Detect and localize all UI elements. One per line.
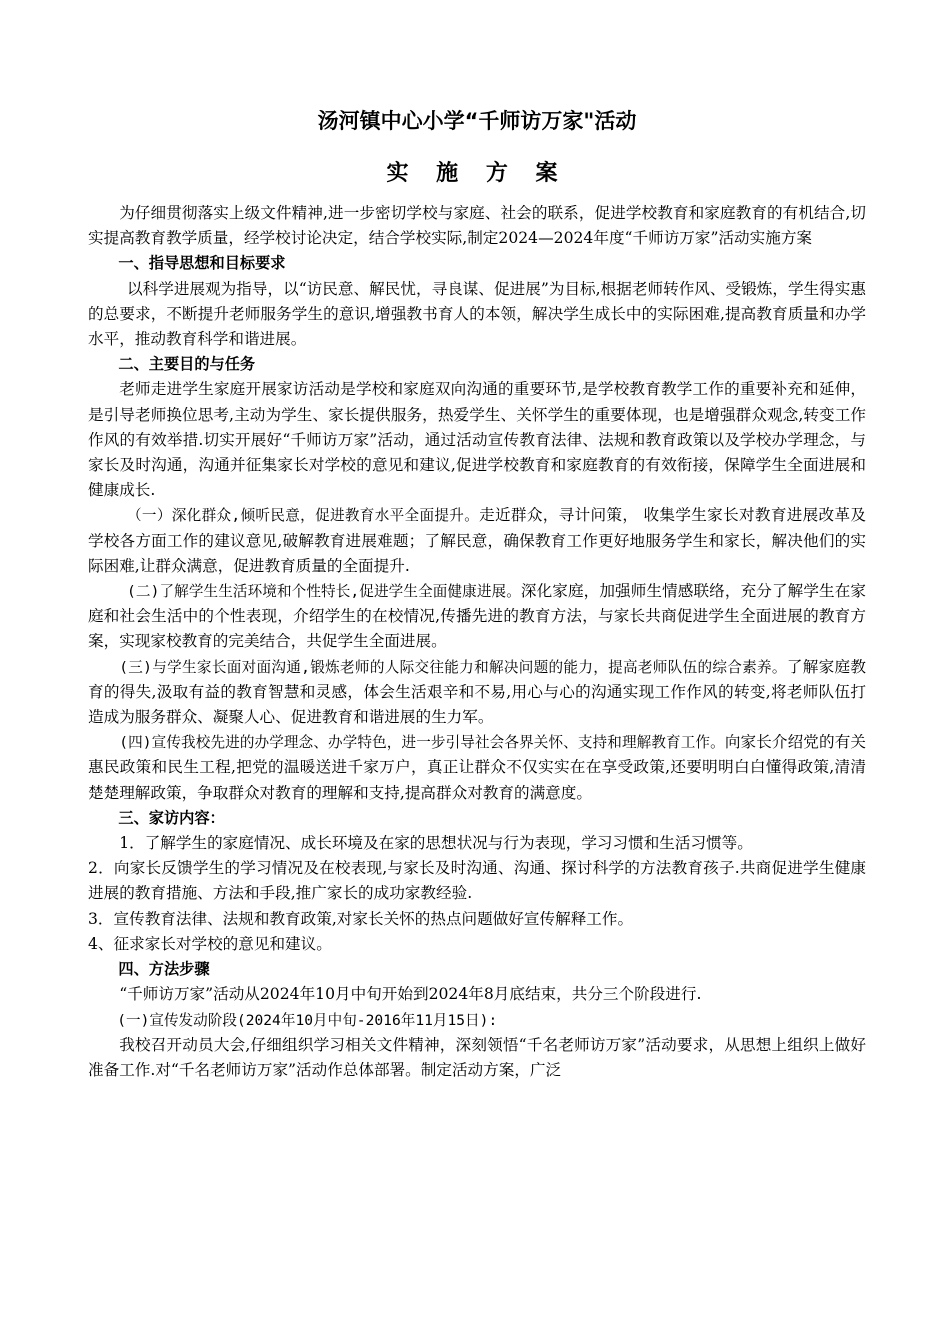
section-1-paragraph: 以科学进展观为指导，以“访民意、解民忧，寻良谋、促进展”为目标,根据老师转作风、受锻炼，学生得实惠的总要求，不断提升老师服务学生的意识,增强教书育人的本领，解决学生成长中的实际困难,提高教育质量和办学水平，推动教育科学和谐进展。 xyxy=(88,279,866,349)
section-2-item-2 xyxy=(88,579,866,655)
section-2-item-4 xyxy=(88,730,866,806)
section-3-item-1: 1．了解学生的家庭情况、成长环境及在家的思想状况与行为表现，学习习惯和生活习惯等。 xyxy=(119,834,753,853)
item-lead: (三)与学生家长面对面沟通,锻炼老师的人际交往能力和解决问题的能力，提高老师队伍的综合素养。 xyxy=(119,658,787,676)
intro-paragraph: 为仔细贯彻落实上级文件精神,进一步密切学校与家庭、社会的联系，促进学校教育和家庭教育的有机结合,切实提高教育教学质量，经学校讨论决定，结合学校实际,制定2024—2024年度“千师访万家”活动实施方案 xyxy=(88,204,866,248)
section-4-stage-1: (一)宣传发动阶段(2024年10月中旬-2016年11月15日): xyxy=(117,1011,498,1029)
section-2-item-1 xyxy=(88,503,866,579)
section-2-item-3 xyxy=(88,655,866,731)
document-title: 汤河镇中心小学“千师访万家"活动 xyxy=(317,109,637,133)
item-lead: （一）深化群众,倾听民意，促进教育水平全面提升。 xyxy=(127,507,480,525)
section-heading-2: 二、主要目的与任务 xyxy=(118,355,256,374)
section-3-item-3: 3．宣传教育法律、法规和教育政策,对家长关怀的热点问题做好宣传解释工作。 xyxy=(88,909,634,928)
document-subtitle: 实 施 方 案 xyxy=(386,161,568,186)
section-heading-4: 四、方法步骤 xyxy=(118,960,210,979)
item-lead: (四)宣传我校先进的办学理念、办学特色，进一步引导社会各界关怀、支持和理解教育工作。 xyxy=(119,734,725,752)
section-heading-3: 三、家访内容： xyxy=(118,808,225,827)
section-3-item-4: 4、征求家长对学校的意见和建议。 xyxy=(88,934,332,953)
item-text: 走近群众，寻计问策， 收集学生家长对教育进展改革及学校各方面工作的建议意见,破解教育进展难题；了解民意，确保教育工作更好地服务学生和家长，解决他们的实际困难,让群众满意，促进教育质量的全面提升. xyxy=(88,506,866,575)
document-body xyxy=(88,201,866,1083)
item-text: 向家长介绍党的有关惠民政策和民生工程,把党的温暖送进千家万户，真正让群众不仅实实在在享受政策,还要明明白白懂得政策,清清楚楚理解政策，争取群众对教育的理解和支持,提高群众对教育的满意度。 xyxy=(88,733,866,802)
item-text: 深化家庭，加强师生情感联络，充分了解学生在家庭和社会生活中的个性表现，介绍学生的在校情况,传播先进的教育方法，与家长共商促进学生全面进展的教育方案，实现家校教育的完美结合，共促学生全面进展。 xyxy=(88,582,866,651)
item-text: 了解家庭教育的得失,汲取有益的教育智慧和灵感，体会生活艰辛和不易,用心与心的沟通实现工作作风的转变,将老师队伍打造成为服务群众、凝聚人心、促进教育和谐进展的生力军。 xyxy=(88,657,866,727)
section-2-paragraph: 老师走进学生家庭开展家访活动是学校和家庭双向沟通的重要环节,是学校教育教学工作的重要补充和延伸，是引导老师换位思考,主动为学生、家长提供服务，热爱学生、关怀学生的重要体现，也是增强群众观念,转变工作作风的有效举措.切实开展好“千师访万家”活动，通过活动宣传教育法律、法规和教育政策以及学校办学理念，与家长及时沟通，沟通并征集家长对学校的意见和建议,促进学校教育和家庭教育的有效衔接，保障学生全面进展和健康成长. xyxy=(88,380,866,500)
section-4-stage-1-text: 我校召开动员大会,仔细组织学习相关文件精神，深刻领悟“千名老师访万家”活动要求，从思想上组织上做好准备工作.对“千名老师访万家”活动作总体部署。制定活动方案，广泛 xyxy=(88,1035,866,1079)
item-lead: (二)了解学生生活环境和个性特长,促进学生全面健康进展。 xyxy=(127,583,521,601)
section-3-item-2: 2．向家长反馈学生的学习情况及在校表现,与家长及时沟通、沟通、探讨科学的方法教育孩子.共商促进学生健康进展的教育措施、方法和手段,推广家长的成功家教经验. xyxy=(88,859,866,903)
section-4-paragraph: “千师访万家”活动从2024年10月中旬开始到2024年8月底结束，共分三个阶段进行. xyxy=(119,985,702,1004)
section-heading-1: 一、指导思想和目标要求 xyxy=(118,254,286,273)
